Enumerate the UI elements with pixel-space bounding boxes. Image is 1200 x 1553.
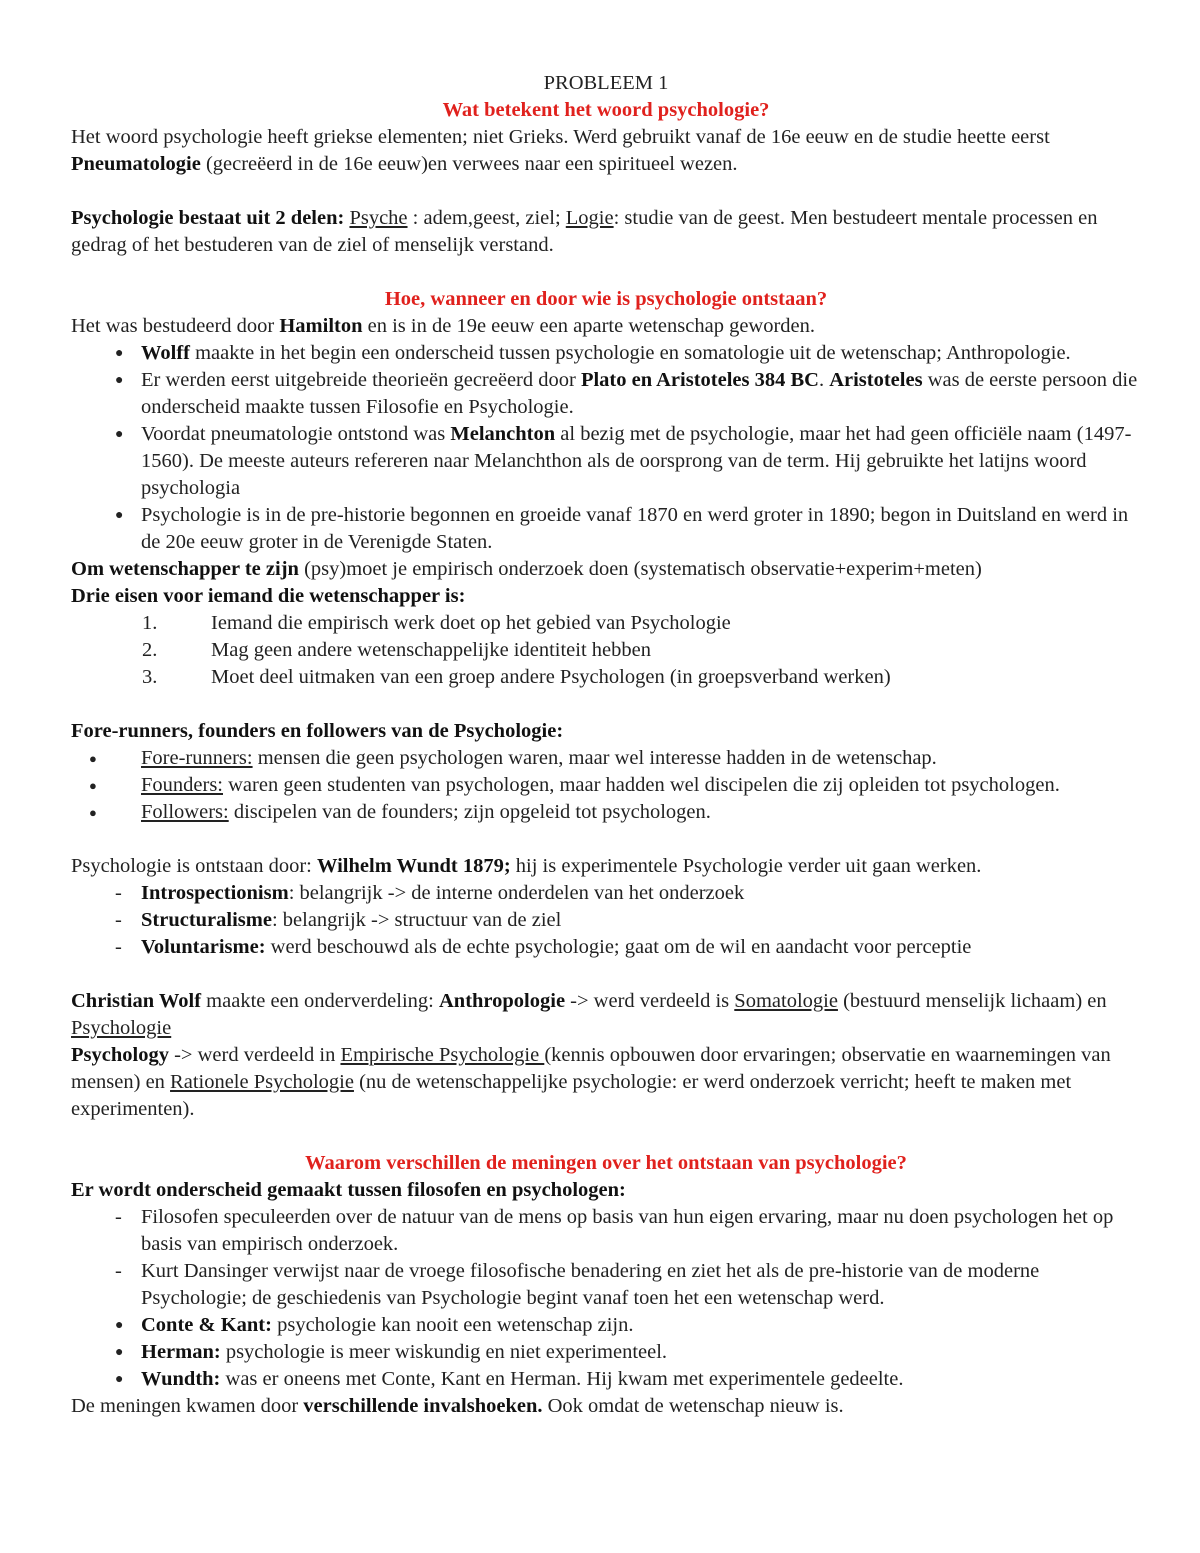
heading-origin: Hoe, wanneer en door wie is psychologie ontstaan?: [384, 288, 828, 310]
list-item: 2. Mag geen andere wetenschappelijke identiteit hebben: [142, 639, 651, 661]
list-item: - Structuralisme: belangrijk -> structuur van de ziel: [115, 909, 562, 931]
requirements-list: [71, 610, 1141, 691]
page-title: PROBLEEM 1: [543, 72, 669, 94]
paragraph-christian-wolf: Christian Wolf maakte een onderverdeling: Anthropologie -> werd verdeeld is Somatologie (bestuurd menselijk lichaam) en Psychologie: [71, 990, 1107, 1039]
opinions-dash-list: [71, 1204, 1141, 1312]
paragraph-origin-intro: Het was bestudeerd door Hamilton en is in de 19e eeuw een aparte wetenschap geworden.: [71, 315, 816, 337]
list-item: 3. Moet deel uitmaken van een groep andere Psychologen (in groepsverband werken): [142, 666, 891, 688]
list-item: ● Psychologie is in de pre-historie begonnen en groeide vanaf 1870 en werd groter in 1890; begon in Duitsland en werd in de 20e eeuw groter in de Verenigde Staten.: [71, 502, 1141, 556]
forerunners-list: [71, 745, 1141, 826]
list-item: ● Herman: psychologie is meer wiskundig en niet experimenteel.: [71, 1339, 1141, 1366]
opinions-bullet-list: [71, 1312, 1141, 1393]
paragraph-meaning: Het woord psychologie heeft griekse elementen; niet Grieks. Werd gebruikt vanaf de 16e eeuw en de studie heette eerst Pneumatologie (gecreëerd in de 16e eeuw)en verwees naar een spiritueel wezen.: [71, 126, 1050, 175]
list-item: ● Wundth: was er oneens met Conte, Kant en Herman. Hij kwam met experimentele gedeelte.: [71, 1366, 1141, 1393]
list-item: ● Voordat pneumatologie ontstond was Melanchton al bezig met de psychologie, maar het had geen officiële naam (1497-1560). De meeste auteurs refereren naar Melanchthon als de oorsprong van de term. Hij gebruikte het latijns woord psychologia: [71, 421, 1141, 502]
list-item: ● Wolff maakte in het begin een onderscheid tussen psychologie en somatologie uit de wetenschap; Anthropologie.: [71, 340, 1141, 367]
list-item: - Kurt Dansinger verwijst naar de vroege filosofische benadering en ziet het als de pre-historie van de moderne Psychologie; de geschiedenis van Psychologie begint vanaf toen het een wetenschap werd.: [115, 1260, 1040, 1309]
list-item: - Filosofen speculeerden over de natuur van de mens op basis van hun eigen ervaring, maar nu doen psychologen het op basis van empirisch onderzoek.: [115, 1206, 1114, 1255]
schools-list: [71, 880, 1141, 961]
requirements-heading: Drie eisen voor iemand die wetenschapper is:: [71, 585, 466, 607]
origin-bullet-list: [71, 340, 1141, 556]
paragraph-scientist: Om wetenschapper te zijn (psy)moet je empirisch onderzoek doen (systematisch observatie+experim+meten): [71, 558, 982, 580]
paragraph-conclusion: De meningen kwamen door verschillende invalshoeken. Ook omdat de wetenschap nieuw is.: [71, 1395, 844, 1417]
heading-opinions: Waarom verschillen de meningen over het ontstaan van psychologie?: [305, 1152, 907, 1174]
opinions-subheading: Er wordt onderscheid gemaakt tussen filosofen en psychologen:: [71, 1179, 626, 1201]
paragraph-parts: Psychologie bestaat uit 2 delen: Psyche : adem,geest, ziel; Logie: studie van de geest. Men bestudeert mentale processen en gedrag of het bestuderen van de ziel of menselijk verstand.: [71, 207, 1098, 256]
list-item: ● Er werden eerst uitgebreide theorieën gecreëerd door Plato en Aristoteles 384 BC. Aristoteles was de eerste persoon die onderscheid maakte tussen Filosofie en Psychologie.: [71, 367, 1141, 421]
list-item: ● Fore-runners: mensen die geen psychologen waren, maar wel interesse hadden in de wetenschap.: [89, 747, 937, 769]
list-item: - Introspectionism: belangrijk -> de interne onderdelen van het onderzoek: [115, 882, 745, 904]
list-item: ● Followers: discipelen van de founders; zijn opgeleid tot psychologen.: [89, 801, 711, 823]
forerunners-heading: Fore-runners, founders en followers van de Psychologie:: [71, 720, 564, 742]
paragraph-psychology-division: Psychology -> werd verdeeld in Empirische Psychologie (kennis opbouwen door ervaringen; observatie en waarnemingen van mensen) en Rationele Psychologie (nu de wetenschappelijke psychologie: er werd onderzoek verricht; heeft te maken met experimenten).: [71, 1044, 1111, 1120]
document-page: [71, 70, 1141, 1420]
heading-meaning: Wat betekent het woord psychologie?: [442, 99, 770, 121]
list-item: 1. Iemand die empirisch werk doet op het gebied van Psychologie: [142, 612, 731, 634]
list-item: - Voluntarisme: werd beschouwd als de echte psychologie; gaat om de wil en aandacht voor perceptie: [115, 936, 972, 958]
list-item: ● Founders: waren geen studenten van psychologen, maar hadden wel discipelen die zij opleiden tot psychologen.: [89, 774, 1060, 796]
paragraph-wundt: Psychologie is ontstaan door: Wilhelm Wundt 1879; hij is experimentele Psychologie verder uit gaan werken.: [71, 855, 982, 877]
list-item: ● Conte & Kant: psychologie kan nooit een wetenschap zijn.: [71, 1312, 1141, 1339]
